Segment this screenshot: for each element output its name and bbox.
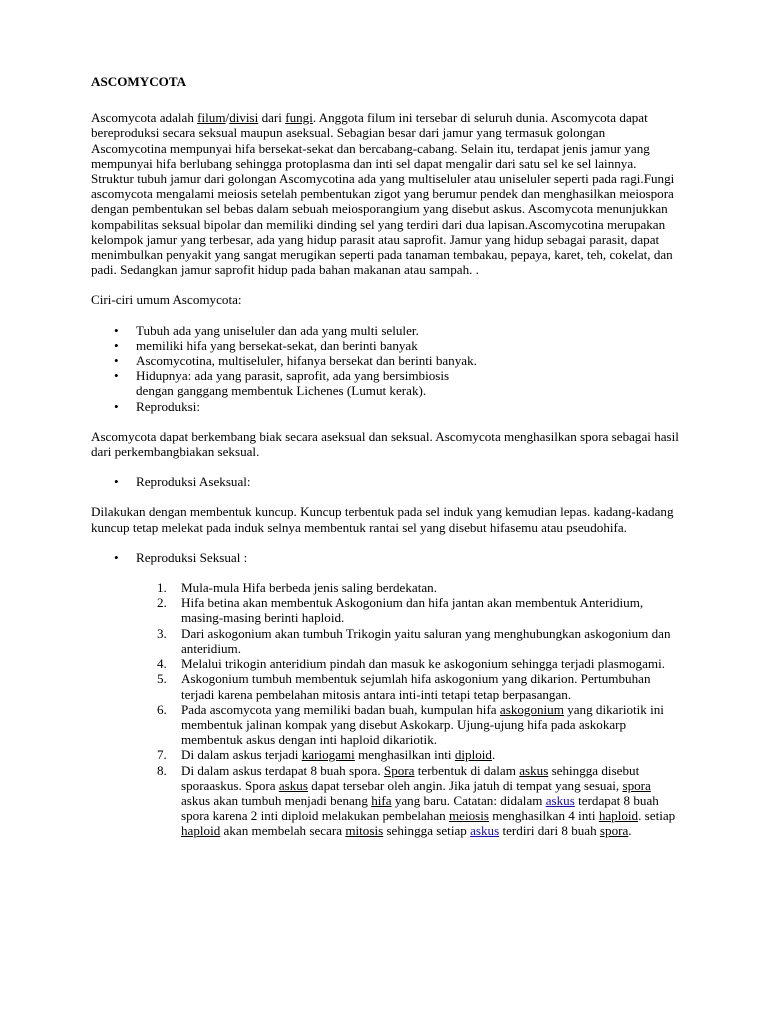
seksual-heading-list <box>91 550 682 565</box>
askus-blue-link[interactable]: askus <box>545 792 575 808</box>
step-item: 2. Hifa betina akan membentuk Askogonium dan hifa jantan akan membentuk Anteridium, masing-masing berinti haploid. <box>157 595 644 626</box>
seksual-steps-list <box>91 580 682 838</box>
step-item: 7. Di dalam askus terjadi kariogami menghasilkan inti diploid. <box>157 747 496 763</box>
diploid-link[interactable]: diploid <box>454 747 492 763</box>
step-item: 6. Pada ascomycota yang memiliki badan buah, kumpulan hifa askogonium yang dikariotik ini membentuk jalinan kompak yang disebut Askokarp. Ujung-ujung hifa pada askokarp membentuk askus dengan inti haploid dikariotik. <box>157 701 664 748</box>
list-item: • Tubuh ada yang uniseluler dan ada yang multi seluler. <box>91 323 682 338</box>
aseksual-heading-list <box>91 474 682 489</box>
spora-link[interactable]: spora <box>622 777 651 793</box>
haploid-link[interactable]: haploid <box>181 823 221 839</box>
reproduksi-paragraph: Ascomycota dapat berkembang biak secara aseksual dan seksual. Ascomycota menghasilkan spora sebagai hasil dari perkembangbiakan seksual. <box>91 428 679 460</box>
askus-link[interactable]: askus <box>278 777 308 793</box>
mitosis-link[interactable]: mitosis <box>345 823 384 839</box>
list-item: • Ascomycotina, multiseluler, hifanya bersekat dan berinti banyak. <box>91 353 682 368</box>
ciri-heading: Ciri-ciri umum Ascomycota: <box>91 292 242 308</box>
spora-link[interactable]: Spora <box>383 762 415 778</box>
aseksual-paragraph: Dilakukan dengan membentuk kuncup. Kuncup terbentuk pada sel induk yang kemudian lepas. kadang-kadang kuncup tetap melekat pada induk selnya membentuk rantai sel yang disebut hifasemu atau pseudohifa. <box>91 504 674 535</box>
meiosis-link[interactable]: meiosis <box>448 808 489 824</box>
aseksual-heading: • Reproduksi Aseksual: <box>91 474 682 489</box>
askogonium-link[interactable]: askogonium <box>499 701 564 717</box>
list-item: • memiliki hifa yang bersekat-sekat, dan berinti banyak <box>91 338 682 353</box>
askus-blue-link[interactable]: askus <box>470 823 500 839</box>
divisi-link[interactable]: divisi <box>229 110 259 126</box>
ciri-list <box>91 323 682 414</box>
haploid-link[interactable]: haploid <box>598 808 639 824</box>
spora-link[interactable]: spora <box>599 823 629 839</box>
seksual-heading: • Reproduksi Seksual : <box>91 550 682 565</box>
page-title: ASCOMYCOTA <box>91 74 187 89</box>
list-item: • Hidupnya: ada yang parasit, saprofit, ada yang bersimbiosis dengan ganggang membentuk Lichenes (Lumut kerak). <box>91 368 682 398</box>
step-item: 8. Di dalam askus terdapat 8 buah spora. Spora terbentuk di dalam askus sehingga disebut sporaaskus. Spora askus dapat tersebar oleh angin. Jika jatuh di tempat yang sesuai, spora askus akan tumbuh menjadi benang hifa yang baru. Catatan: didalam askus terdapat 8 buah spora karena 2 inti diploid melakukan pembelahan meiosis menghasilkan 4 inti haploid. setiap haploid akan membelah secara mitosis sehingga setiap askus terdiri dari 8 buah spora. <box>157 762 676 839</box>
step-item: 5. Askogonium tumbuh membentuk sejumlah hifa askogonium yang dikarion. Pertumbuhan terjadi karena pembelahan mitosis antara inti-inti tetapi tetap berpasangan. <box>157 671 651 702</box>
intro-paragraph: Ascomycota adalah filum/divisi dari fungi. Anggota filum ini tersebar di seluruh dunia. Ascomycota dapat bereproduksi secara seksual maupun aseksual. Sebagian besar dari jamur yang termasuk golongan Ascomycotina mempunyai hifa bersekat-sekat dan bercabang-cabang. Selain itu, terdapat jenis jamur yang mempunyai hifa berlubang sehingga protoplasma dan inti sel dapat mengalir dari satu sel ke sel lainnya. Struktur tubuh jamur dari golongan Ascomycotina ada yang multiseluler atau uniseluler seperti pada ragi.Fungi ascomycota mengalami meiosis setelah pembentukan zigot yang berumur pendek dan menghasilkan meiospora dengan pembentukan sel bebas dalam sebuah meiosporangium yang disebut askus. Ascomycota menunjukkan kompabilitas seksual bipolar dan memiliki dinding sel yang terdiri dari dua lapisan.Ascomycotina merupakan kelompok jamur yang terbesar, ada yang hidup parasit atau saprofit. Jamur yang hidup sebagai parasit, dapat menimbulkan penyakit yang sangat merugikan seperti pada tanaman tembakau, pepaya, karet, teh, cokelat, dan padi. Sedangkan jamur saprofit hidup pada bahan makanan atau sampah. . <box>91 110 675 278</box>
askus-link[interactable]: askus <box>519 762 549 778</box>
step-item: 4. Melalui trikogin anteridium pindah dan masuk ke askogonium sehingga terjadi plasmogami. <box>157 656 666 672</box>
hifa-link[interactable]: hifa <box>371 792 392 808</box>
filum-link[interactable]: filum <box>197 110 226 126</box>
list-item: • Reproduksi: <box>91 399 682 414</box>
step-item: 3. Dari askogonium akan tumbuh Trikogin yaitu saluran yang menghubungkan askogonium dan anteridium. <box>157 625 671 656</box>
kariogami-link[interactable]: kariogami <box>301 747 355 763</box>
fungi-link[interactable]: fungi <box>285 110 313 126</box>
step-item: 1. Mula-mula Hifa berbeda jenis saling berdekatan. <box>157 580 437 596</box>
